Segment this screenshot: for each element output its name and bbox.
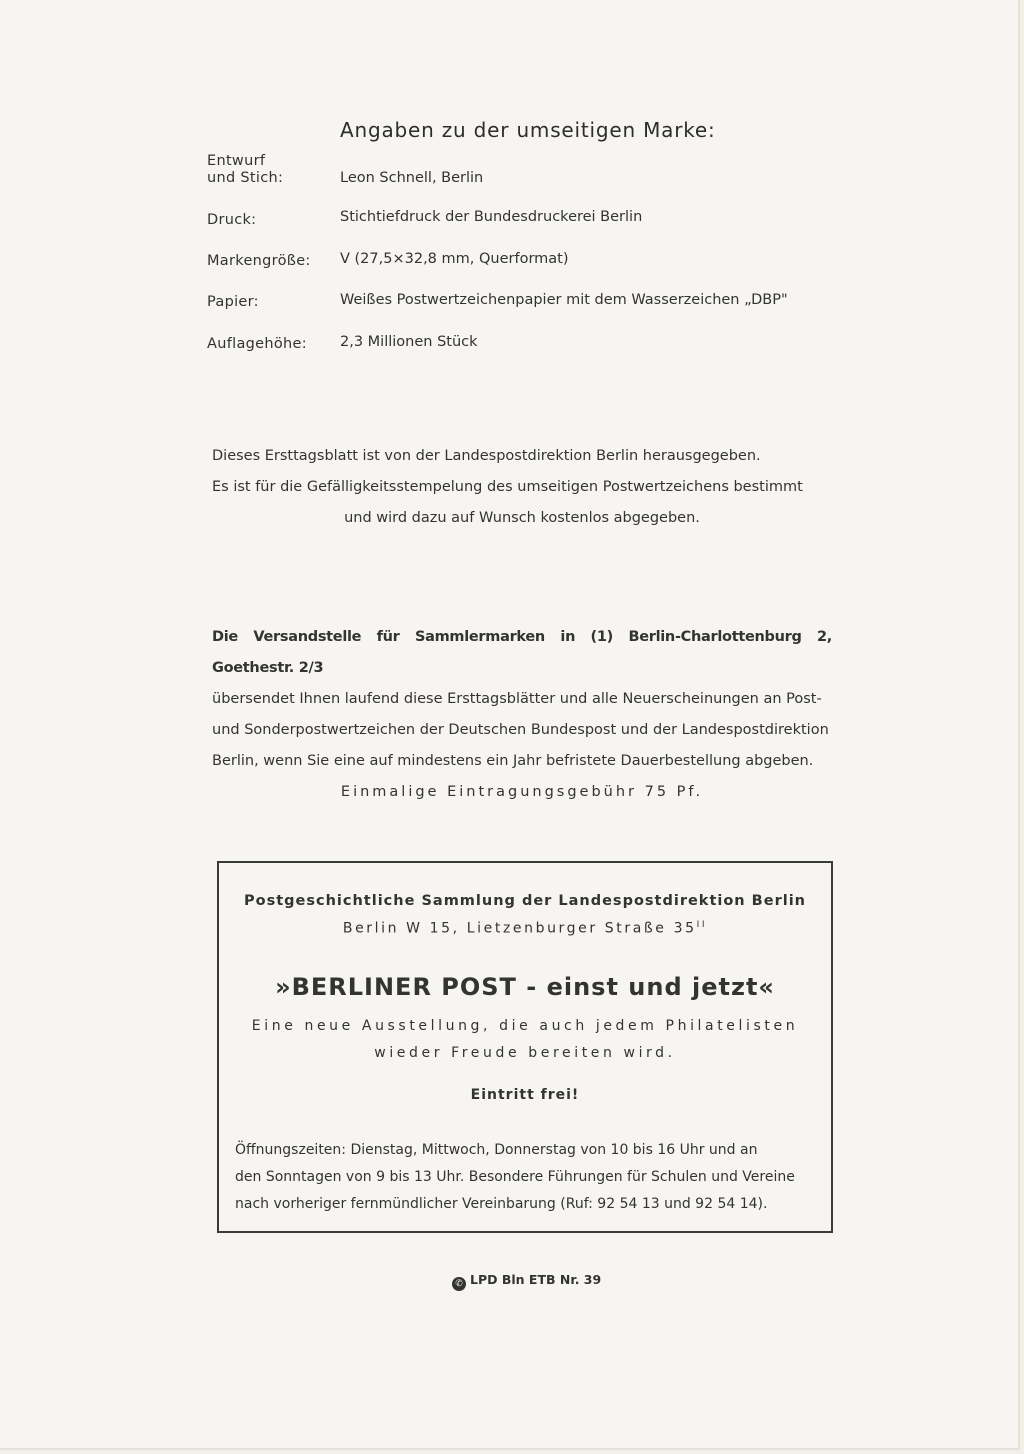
museum-address-floor: II xyxy=(696,920,708,930)
opening-hours-line3: nach vorheriger fernmündlicher Vereinbarung (Ruf: 92 54 13 und 92 54 14). xyxy=(235,1196,768,1212)
value-design: Leon Schnell, Berlin xyxy=(340,170,484,186)
footer-reference xyxy=(452,1272,601,1291)
notice2-line2: übersendet Ihnen laufend diese Ersttagsblätter und alle Neuerscheinungen an Post- xyxy=(212,691,822,707)
notice1-line2: Es ist für die Gefälligkeitsstempelung des umseitigen Postwertzeichens bestimmt xyxy=(212,479,803,495)
opening-hours-line2: den Sonntagen von 9 bis 13 Uhr. Besondere Führungen für Schulen und Vereine xyxy=(235,1169,795,1185)
label-print-run: Auflagehöhe: xyxy=(207,336,307,352)
exhibition-box xyxy=(217,861,833,1233)
value-paper: Weißes Postwertzeichenpapier mit dem Wasserzeichen „DBP" xyxy=(340,292,788,308)
first-day-sheet-notice xyxy=(212,441,832,534)
value-stamp-size: V (27,5×32,8 mm, Querformat) xyxy=(340,251,569,267)
label-design-line2: und Stich: xyxy=(207,170,284,186)
opening-hours xyxy=(235,1137,813,1218)
notice2-line1: Die Versandstelle für Sammlermarken in (1) Berlin-Charlottenburg 2, Goethestr. 2/3 xyxy=(212,629,832,676)
museum-name: Postgeschichtliche Sammlung der Landespostdirektion Berlin xyxy=(244,893,806,909)
free-entry: Eintritt frei! xyxy=(470,1087,580,1103)
notice1-line3: und wird dazu auf Wunsch kostenlos abgegeben. xyxy=(344,510,700,526)
value-print: Stichtiefdruck der Bundesdruckerei Berlin xyxy=(340,209,643,225)
notice1-line1: Dieses Ersttagsblatt ist von der Landespostdirektion Berlin herausgegeben. xyxy=(212,448,761,464)
footer-text: LPD Bln ETB Nr. 39 xyxy=(470,1272,602,1287)
notice2-line4: Berlin, wenn Sie eine auf mindestens ein Jahr befristete Dauerbestellung abgeben. xyxy=(212,753,814,769)
page-title: Angaben zu der umseitigen Marke: xyxy=(340,118,716,142)
label-paper: Papier: xyxy=(207,294,259,310)
notice2-line3: und Sonderpostwertzeichen der Deutschen Bundespost und der Landespostdirektion xyxy=(212,722,829,738)
museum-address xyxy=(219,920,831,937)
label-design-line1: Entwurf xyxy=(207,153,266,169)
exhibition-desc-line2: wieder Freude bereiten wird. xyxy=(374,1045,676,1061)
museum-address-text: Berlin W 15, Lietzenburger Straße 35 xyxy=(342,920,697,937)
opening-hours-line1: Öffnungszeiten: Dienstag, Mittwoch, Donnerstag von 10 bis 16 Uhr und an xyxy=(235,1142,758,1158)
registration-fee: Einmalige Eintragungsgebühr 75 Pf. xyxy=(340,784,704,800)
subscription-notice xyxy=(212,622,832,808)
label-design xyxy=(207,153,283,187)
exhibition-desc-line1: Eine neue Ausstellung, die auch jedem Philatelisten xyxy=(251,1018,799,1034)
label-stamp-size: Markengröße: xyxy=(207,253,311,269)
exhibition-title: »BERLINER POST - einst und jetzt« xyxy=(275,973,775,1001)
value-print-run: 2,3 Millionen Stück xyxy=(340,334,478,350)
label-print: Druck: xyxy=(207,212,257,228)
post-horn-emblem-icon: ✆ xyxy=(452,1277,466,1291)
